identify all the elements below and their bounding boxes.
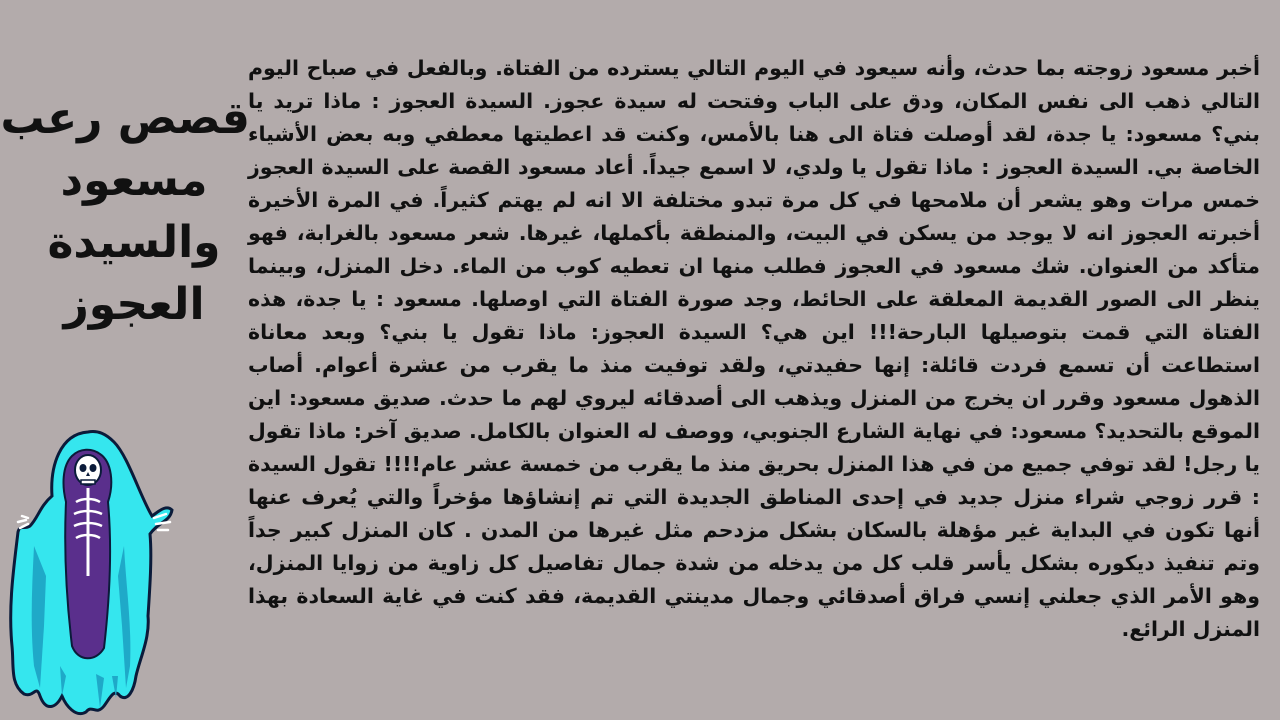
story-text: أخبر مسعود زوجته بما حدث، وأنه سيعود في اليوم التالي يسترده من الفتاة. وبالفعل في صباح اليوم التالي ذهب الى نفس المكان، ودق على الباب وفتحت له سيدة عجوز. السيدة العجوز : ماذا تريد يا بني؟ مسعود: يا جدة، لقد أوصلت فتاة الى هنا بالأمس، وكنت قد اعطيتها معطفي وبه بعض الأشياء الخاصة بي. السيدة العجوز : ماذا تقول يا ولدي، لا اسمع جيداً. أعاد مسعود القصة على السيدة العجوز خمس مرات وهو يشعر أن ملامحها في كل مرة تبدو مختلفة الا انه لم يهتم كثيراً. في المرة الأخيرة أخبرته العجوز انه لا يوجد من يسكن في البيت، والمنطقة بأكملها، غيرها. شعر مسعود بالغرابة، فهو متأكد من العنوان. شك مسعود في العجوز فطلب منها ان تعطيه كوب من الماء. دخل المنزل، وبينما ينظر الى الصور القديمة المعلقة على الحائط، وجد صورة الفتاة التي اوصلها. مسعود : يا جدة، هذه الفتاة التي قمت بتوصيلها البارحة!!! اين هي؟ السيدة العجوز: ماذا تقول يا بني؟ وبعد معاناة استطاعت أن تسمع فردت قائلة: إنها حفيدتي، ولقد توفيت منذ ما يقرب من عشرة أعوام. أصاب الذهول مسعود وقرر ان يخرج من المنزل ويذهب الى أصدقائه ليروي لهم ما حدث. صديق مسعود: اين الموقع بالتحديد؟ مسعود: في نهاية الشارع الجنوبي، ووصف له العنوان بالكامل. صديق آخر: ماذا تقول يا رجل! لقد توفي جميع من في هذا المنزل بحريق منذ ما يقرب من خمسة عشر عام!!!! تقول السيدة : قرر زوجي شراء منزل جديد في إحدى المناطق الجديدة التي تم إنشاؤها مؤخراً والتي يُعرف عنها أنها تكون في البداية غير مؤهلة بالسكان بشكل مزدحم مثل غيرها من المدن . كان المنزل كبير جداً وتم تنفيذ ديكوره بشكل يأسر قلب كل من يدخله من شدة جمال تفاصيل كل زاوية من زوايا المنزل، وهو الأمر الذي جعلني إنسي فراق أصدقائي وجمال مدينتي القديمة، فقد كنت في غاية السعادة بهذا المنزل الرائع. (248, 56, 1260, 641)
title-line-3: والسيدة (47, 217, 221, 268)
title-line-2: مسعود (60, 155, 208, 206)
page-title (0, 88, 250, 336)
ghost-reaper-icon (0, 426, 180, 720)
title-line-4: العجوز (63, 279, 205, 330)
title-line-1: قصص رعب (0, 93, 250, 144)
